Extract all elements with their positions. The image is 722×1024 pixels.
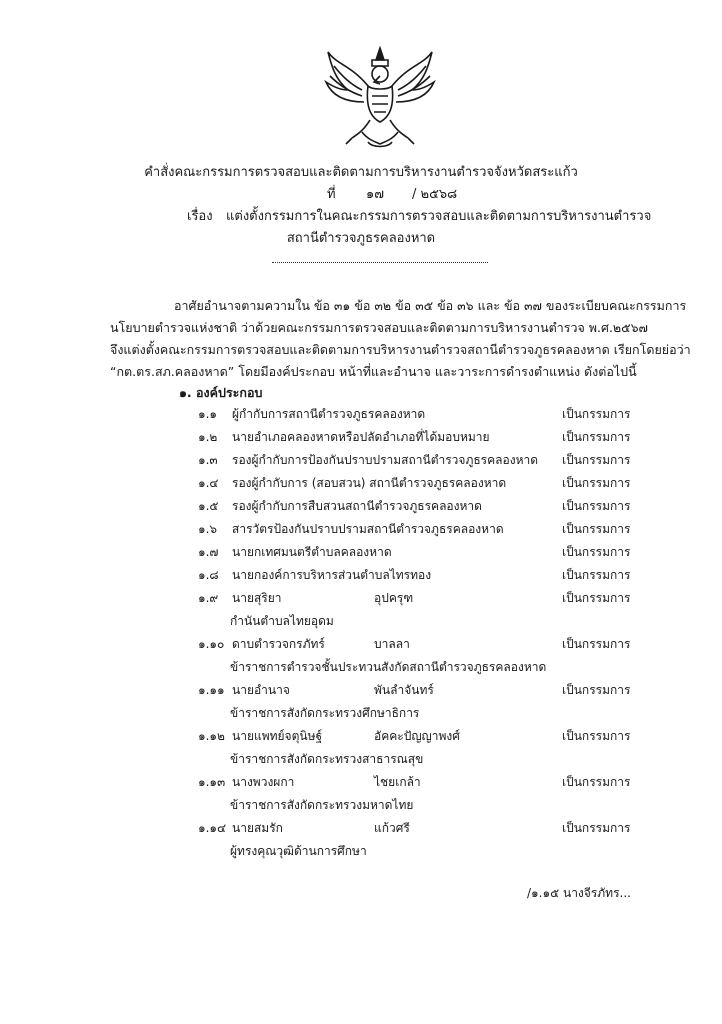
member-note: ข้าราชการตำรวจชั้นประทวนสังกัดสถานีตำรวจภูธรคลองหาด <box>230 660 547 674</box>
member-row: ๑.๑ ผู้กำกับการสถานีตำรวจภูธรคลองหาด <box>198 407 426 421</box>
member-row: ๑.๔ รองผู้กำกับการ (สอบสวน) สถานีตำรวจภูธรคลองหาด <box>198 476 507 490</box>
member-role: เป็นกรรมการ <box>562 683 631 697</box>
subject-line-1: แต่งตั้งกรรมการในคณะกรรมการตรวจสอบและติดตามการบริหารงานตำรวจ <box>226 209 652 224</box>
paragraph-line-4: “กต.ตร.สภ.คลองหาด” โดยมีองค์ประกอบ หน้าที่และอำนาจ และวาระการดำรงตำแหน่ง ดังต่อไปนี้ <box>110 364 637 379</box>
member-row: ๑.๙ นายสุริยา <box>198 591 282 605</box>
member-role: เป็นกรรมการ <box>562 430 631 444</box>
member-note: ข้าราชการสังกัดกระทรวงศึกษาธิการ <box>230 706 420 720</box>
member-role: เป็นกรรมการ <box>562 637 631 651</box>
member-surname: ไชยเกล้า <box>374 775 421 789</box>
member-role: เป็นกรรมการ <box>562 729 631 743</box>
member-role: เป็นกรรมการ <box>562 407 631 421</box>
separator-dotted-line <box>272 262 488 263</box>
member-role: เป็นกรรมการ <box>562 568 631 582</box>
member-row: ๑.๘ นายกองค์การบริหารส่วนตำบลไทรทอง <box>198 568 432 582</box>
member-surname: อุปครุฑ <box>374 591 414 605</box>
garuda-emblem <box>322 46 438 150</box>
member-row: ๑.๑๓ นางพวงผกา <box>198 775 295 789</box>
subject-label: เรื่อง <box>187 209 213 224</box>
member-surname: พันลำจันทร์ <box>374 683 434 697</box>
member-role: เป็นกรรมการ <box>562 453 631 467</box>
member-row: ๑.๑๔ นายสมรัก <box>198 821 283 835</box>
member-row: ๑.๑๐ ดาบตำรวจกรภัทร์ <box>198 637 325 651</box>
member-surname: บาลลา <box>374 637 410 651</box>
member-role: เป็นกรรมการ <box>562 821 631 835</box>
member-row: ๑.๖ สารวัตรป้องกันปราบปรามสถานีตำรวจภูธรคลองหาด <box>198 522 504 536</box>
subject-line-2: สถานีตำรวจภูธรคลองหาด <box>286 231 436 246</box>
member-row: ๑.๗ นายกเทศมนตรีตำบลคลองหาด <box>198 545 392 559</box>
member-note: ข้าราชการสังกัดกระทรวงสาธารณสุข <box>230 752 424 766</box>
member-note: ข้าราชการสังกัดกระทรวงมหาดไทย <box>230 798 414 812</box>
member-surname: อัคคะปัญญาพงศ์ <box>374 729 460 743</box>
member-row: ๑.๓ รองผู้กำกับการป้องกันปราบปรามสถานีตำรวจภูธรคลองหาด <box>198 453 539 467</box>
member-row: ๑.๒ นายอำเภอคลองหาดหรือปลัดอำเภอที่ได้มอบหมาย <box>198 430 490 444</box>
member-note: กำนันตำบลไทยอุดม <box>230 614 334 628</box>
member-role: เป็นกรรมการ <box>562 591 631 605</box>
member-row: ๑.๑๑ นายอำนาจ <box>198 683 290 697</box>
member-surname: แก้วศรี <box>374 821 410 835</box>
member-role: เป็นกรรมการ <box>562 499 631 513</box>
order-number-value: ๑๗ <box>366 187 385 202</box>
order-number-label: ที่ <box>327 187 336 202</box>
member-row: ๑.๑๒ นายแพทย์จตุนิษฐ์ <box>198 729 323 743</box>
member-role: เป็นกรรมการ <box>562 545 631 559</box>
section-heading: ๑. องค์ประกอบ <box>179 385 263 400</box>
member-row: ๑.๕ รองผู้กำกับการสืบสวนสถานีตำรวจภูธรคลองหาด <box>198 499 482 513</box>
paragraph-line-3: จึงแต่งตั้งคณะกรรมการตรวจสอบและติดตามการบริหารงานตำรวจสถานีตำรวจภูธรคลองหาด เรียกโดยย่อว่า <box>110 342 691 357</box>
page-continuation: /๑.๑๕ นางจีรภัทร... <box>527 886 631 900</box>
paragraph-line-2: นโยบายตำรวจแห่งชาติ ว่าด้วยคณะกรรมการตรวจสอบและติดตามการบริหารงานตำรวจ พ.ศ.๒๕๖๗ <box>110 320 648 335</box>
order-title: คำสั่งคณะกรรมการตรวจสอบและติดตามการบริหารงานตำรวจจังหวัดสระแก้ว <box>144 165 578 180</box>
member-note: ผู้ทรงคุณวุฒิด้านการศึกษา <box>230 844 367 858</box>
member-role: เป็นกรรมการ <box>562 522 631 536</box>
member-role: เป็นกรรมการ <box>562 775 631 789</box>
member-role: เป็นกรรมการ <box>562 476 631 490</box>
order-number-year: / ๒๕๖๘ <box>412 187 458 202</box>
paragraph-line-1: อาศัยอำนาจตามความใน ข้อ ๓๑ ข้อ ๓๒ ข้อ ๓๕ ข้อ ๓๖ และ ข้อ ๓๗ ของระเบียบคณะกรรมการ <box>174 298 687 313</box>
